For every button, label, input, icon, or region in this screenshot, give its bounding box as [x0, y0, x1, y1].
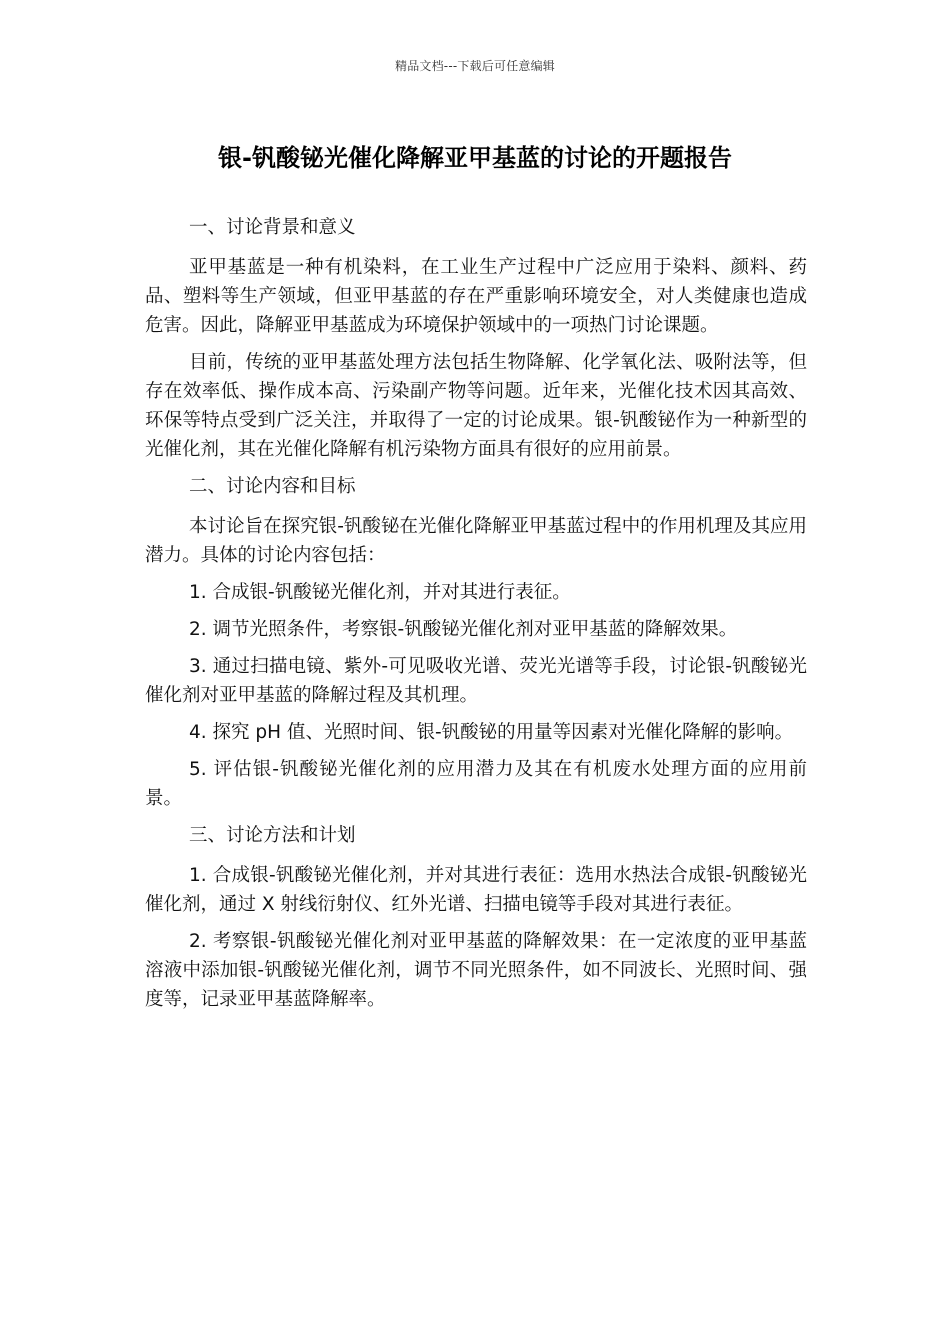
- list-item: 2. 考察银-钒酸铋光催化剂对亚甲基蓝的降解效果：在一定浓度的亚甲基蓝溶液中添加银-钒酸铋光催化剂，调节不同光照条件，如不同波长、光照时间、强度等，记录亚甲基蓝降解率。: [145, 931, 807, 1010]
- list-item: 1. 合成银-钒酸铋光催化剂，并对其进行表征：选用水热法合成银-钒酸铋光催化剂，通过 X 射线衍射仪、红外光谱、扫描电镜等手段对其进行表征。: [145, 865, 807, 915]
- list-item: 1. 合成银-钒酸铋光催化剂，并对其进行表征。: [189, 582, 571, 603]
- section-heading: 一、讨论背景和意义: [189, 217, 356, 238]
- section-heading: 二、讨论内容和目标: [189, 476, 356, 497]
- header-note: 精品文档---下载后可任意编辑: [395, 59, 555, 73]
- section-heading: 三、讨论方法和计划: [189, 825, 356, 846]
- document-body: [145, 213, 807, 1022]
- body-paragraph: 亚甲基蓝是一种有机染料，在工业生产过程中广泛应用于染料、颜料、药品、塑料等生产领域，但亚甲基蓝的存在严重影响环境安全，对人类健康也造成危害。因此，降解亚甲基蓝成为环境保护领域中的一项热门讨论课题。: [145, 257, 807, 336]
- list-item: 3. 通过扫描电镜、紫外-可见吸收光谱、荧光光谱等手段，讨论银-钒酸铋光催化剂对亚甲基蓝的降解过程及其机理。: [145, 656, 807, 706]
- list-item: 5. 评估银-钒酸铋光催化剂的应用潜力及其在有机废水处理方面的应用前景。: [145, 759, 807, 809]
- list-item: 2. 调节光照条件，考察银-钒酸铋光催化剂对亚甲基蓝的降解效果。: [189, 619, 738, 640]
- list-item: 4. 探究 pH 值、光照时间、银-钒酸铋的用量等因素对光催化降解的影响。: [189, 722, 794, 743]
- body-paragraph: 本讨论旨在探究银-钒酸铋在光催化降解亚甲基蓝过程中的作用机理及其应用潜力。具体的讨论内容包括：: [145, 516, 807, 566]
- document-title: 银-钒酸铋光催化降解亚甲基蓝的讨论的开题报告: [218, 144, 732, 172]
- body-paragraph: 目前，传统的亚甲基蓝处理方法包括生物降解、化学氧化法、吸附法等，但存在效率低、操作成本高、污染副产物等问题。近年来，光催化技术因其高效、环保等特点受到广泛关注，并取得了一定的讨论成果。银-钒酸铋作为一种新型的光催化剂，其在光催化降解有机污染物方面具有很好的应用前景。: [145, 352, 807, 460]
